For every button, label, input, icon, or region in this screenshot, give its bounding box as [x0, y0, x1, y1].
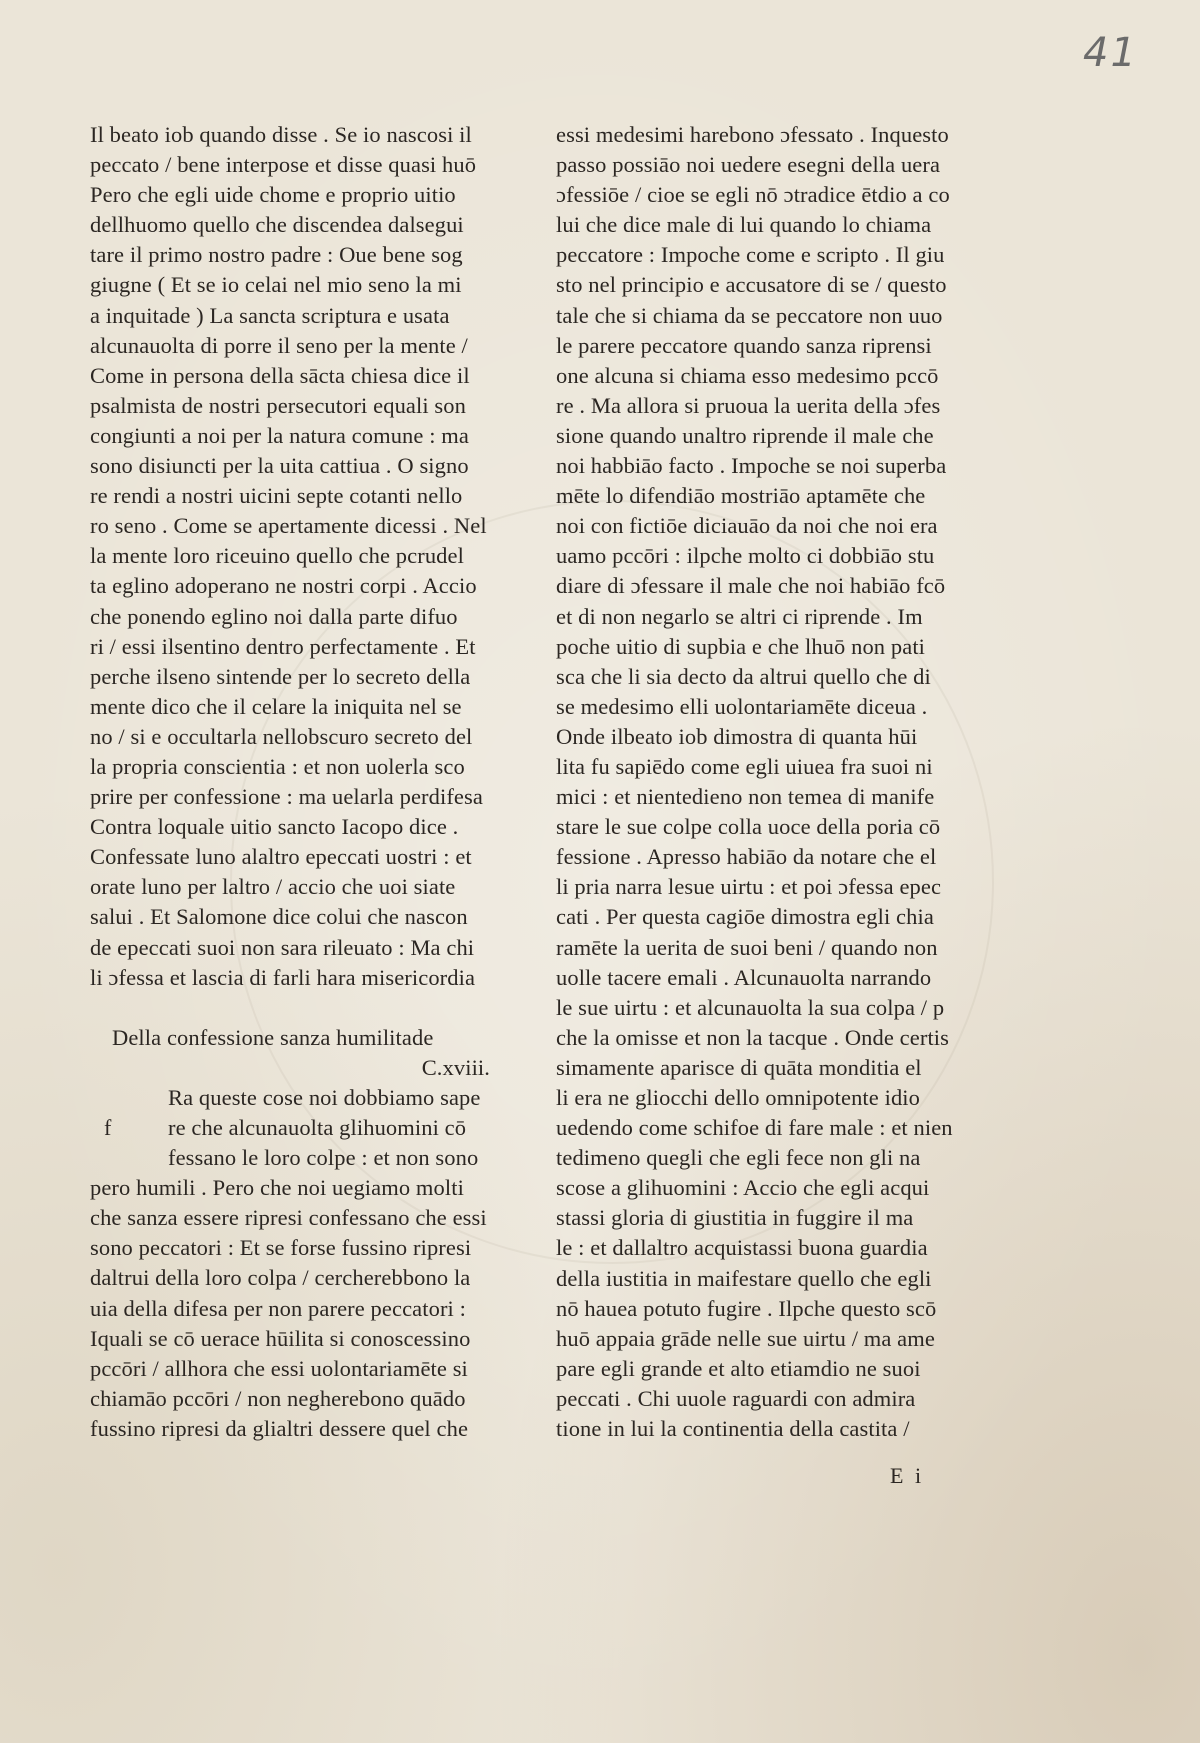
text-line: fessione . Apresso habiāo da notare che el — [556, 844, 937, 870]
chapter-heading: Della confessione sanza humilitade — [112, 1024, 434, 1050]
text-line: mēte lo difendiāo mostriāo aptamēte che — [556, 483, 926, 509]
text-line: re che alcunauolta glihuomini cō — [168, 1115, 467, 1140]
text-line: Pero che egli uide chome e proprio uitio — [90, 182, 456, 208]
text-line: noi con fictiōe diciauāo da noi che noi era — [556, 513, 938, 539]
text-line: sione quando unaltro riprende il male che — [556, 422, 934, 448]
text-line: uia della difesa per non parere peccatori : — [90, 1295, 466, 1321]
text-line: tale che si chiama da se peccatore non uuo — [556, 302, 943, 328]
text-line: cati . Per questa cagiōe dimostra egli chia — [556, 904, 934, 930]
text-line: dellhuomo quello che discendea dalsegui — [90, 212, 464, 238]
text-line: prire per confessione : ma uelarla perdifesa — [90, 784, 483, 810]
chapter-opening — [90, 1083, 508, 1173]
signature-mark: E i — [890, 1463, 925, 1488]
text-line: pare egli grande et alto etiamdio ne suoi — [556, 1355, 921, 1381]
text-line: congiunti a noi per la natura comune : ma — [90, 422, 469, 448]
text-line: fussino ripresi da glialtri dessere quel che — [90, 1415, 469, 1441]
text-line: mici : et nientedieno non temea di manife — [556, 784, 935, 810]
text-line: psalmista de nostri persecutori equali son — [90, 392, 466, 418]
section-gap — [90, 993, 508, 1023]
text-line: a inquitade ) La sancta scriptura e usata — [90, 302, 450, 328]
text-line: le : et dallaltro acquistassi buona guardia — [556, 1235, 928, 1261]
text-line: Iquali se cō uerace hūilita si conoscessino — [90, 1325, 471, 1351]
text-line: huō appaia grāde nelle sue uirtu / ma ame — [556, 1325, 935, 1351]
text-line: de epeccati suoi non sara rileuato : Ma chi — [90, 934, 475, 960]
text-line: stare le sue colpe colla uoce della poria cō — [556, 814, 941, 840]
text-line: li pria narra lesue uirtu : et poi ɔfessa epec — [556, 874, 942, 900]
text-line: one alcuna si chiama esso medesimo pccō — [556, 362, 939, 388]
text-line: che sanza essere ripresi confessano che essi — [90, 1205, 487, 1231]
text-line: perche ilseno sintende per lo secreto della — [90, 663, 471, 689]
text-line: uamo pccōri : ilpche molto ci dobbiāo stu — [556, 543, 935, 569]
text-line: uolle tacere emali . Alcunauolta narrando — [556, 964, 932, 990]
text-line: tedimeno quegli che egli fece non gli na — [556, 1145, 921, 1171]
text-line: passo possiāo noi uedere esegni della uera — [556, 152, 941, 178]
text-line: scose a glihuomini : Accio che egli acqui — [556, 1175, 930, 1201]
text-line: Contra loquale uitio sancto Iacopo dice . — [90, 814, 459, 840]
text-line: peccatore : Impoche come e scripto . Il giu — [556, 242, 945, 268]
text-line: sca che li sia decto da altrui quello che di — [556, 663, 931, 689]
text-line: ta eglino adoperano ne nostri corpi . Accio — [90, 573, 477, 599]
text-line: daltrui della loro colpa / cercherebbono la — [90, 1265, 471, 1291]
text-line: poche uitio di supbia e che lhuō non pati — [556, 633, 926, 659]
text-line: tione in lui la continentia della castita / — [556, 1416, 910, 1442]
text-line: re rendi a nostri uicini septe cotanti nello — [90, 483, 463, 509]
chapter-number: C.xviii. — [421, 1054, 490, 1080]
text-line: peccati . Chi uuole raguardi con admira — [556, 1385, 916, 1411]
left-column — [90, 120, 508, 1444]
text-line: mente dico che il celare la iniquita nel se — [90, 693, 462, 719]
text-line: la propria conscientia : et non uolerla sco — [90, 753, 465, 779]
text-line: li era ne gliocchi dello omnipotente idio — [556, 1085, 921, 1110]
text-line: della iustitia in maifestare quello che egli — [556, 1265, 932, 1291]
text-line: re . Ma allora si pruoua la uerita della ɔfes — [556, 392, 941, 418]
text-line: che la omisse et non la tacque . Onde certis — [556, 1024, 950, 1050]
text-line: ramēte la uerita de suoi beni / quando non — [556, 934, 938, 960]
text-line: nō hauea potuto fugire . Ilpche questo scō — [556, 1295, 937, 1321]
text-line: uedendo come schifoe di fare male : et nien — [556, 1115, 953, 1141]
text-line: no / si e occultarla nellobscuro secreto del — [90, 723, 473, 749]
text-line: li ɔfessa et lascia di farli hara misericordia — [90, 964, 476, 990]
left-column-text — [90, 120, 508, 993]
text-line: simamente aparisce di quāta monditia el — [556, 1054, 922, 1080]
text-line: se medesimo elli uolontariamēte diceua . — [556, 693, 928, 719]
text-line: sono peccatori : Et se forse fussino ripresi — [90, 1235, 472, 1261]
text-line: lui che dice male di lui quando lo chiama — [556, 212, 932, 238]
text-line: Ra queste cose noi dobbiamo sape — [168, 1084, 481, 1110]
text-line: essi medesimi harebono ɔfessato . Inquesto — [556, 122, 949, 147]
text-line: tare il primo nostro padre : Oue bene sog — [90, 242, 463, 268]
text-line: le sue uirtu : et alcunauolta la sua colpa / p — [556, 994, 945, 1020]
folio-number: 41 — [1083, 30, 1138, 76]
text-line: peccato / bene interpose et disse quasi huō — [90, 152, 477, 178]
text-line: et di non negarlo se altri ci riprende . Im — [556, 603, 923, 629]
text-line: Onde ilbeato iob dimostra di quanta hūi — [556, 723, 918, 749]
text-line: sono disiuncti per la uita cattiua . O signo — [90, 453, 469, 479]
text-line: Confessate luno alaltro epeccati uostri : et — [90, 844, 472, 870]
text-line: orate luno per laltro / accio che uoi siate — [90, 874, 456, 900]
text-line: ri / essi ilsentino dentro perfectamente . Et — [90, 633, 476, 659]
text-line: noi habbiāo facto . Impoche se noi superba — [556, 453, 947, 479]
right-column-text — [556, 120, 974, 1444]
text-line: diare di ɔfessare il male che noi habiāo fcō — [556, 573, 946, 599]
text-line: pccōri / allhora che essi uolontariamēte si — [90, 1355, 468, 1381]
right-column — [556, 120, 974, 1444]
text-line: salui . Et Salomone dice colui che nascon — [90, 904, 468, 930]
guide-letter: f — [104, 1114, 112, 1140]
text-line: la mente loro riceuino quello che pcrudel — [90, 543, 464, 569]
text-line: alcunauolta di porre il seno per la mente / — [90, 332, 468, 358]
text-line: ɔfessiōe / cioe se egli nō ɔtradice ētdio a co — [556, 182, 950, 208]
text-line: ro seno . Come se apertamente dicessi . Nel — [90, 513, 487, 539]
text-line: che ponendo eglino noi dalla parte difuo — [90, 603, 458, 629]
text-line: fessano le loro colpe : et non sono — [168, 1145, 479, 1171]
text-line: Il beato iob quando disse . Se io nascosi il — [90, 122, 472, 147]
chapter-text — [90, 1173, 508, 1444]
text-line: chiamāo pccōri / non negherebono quādo — [90, 1385, 466, 1411]
text-line: lita fu sapiēdo come egli uiuea fra suoi ni — [556, 753, 933, 779]
text-line: Come in persona della sācta chiesa dice il — [90, 362, 470, 388]
text-line: stassi gloria di giustitia in fuggire il ma — [556, 1205, 914, 1231]
indented-lines — [90, 1083, 508, 1173]
text-line: pero humili . Pero che noi uegiamo molti — [90, 1175, 464, 1201]
text-line: le parere peccatore quando sanza riprensi — [556, 332, 932, 358]
text-line: giugne ( Et se io celai nel mio seno la mi — [90, 272, 462, 298]
text-line: sto nel principio e accusatore di se / questo — [556, 272, 947, 298]
